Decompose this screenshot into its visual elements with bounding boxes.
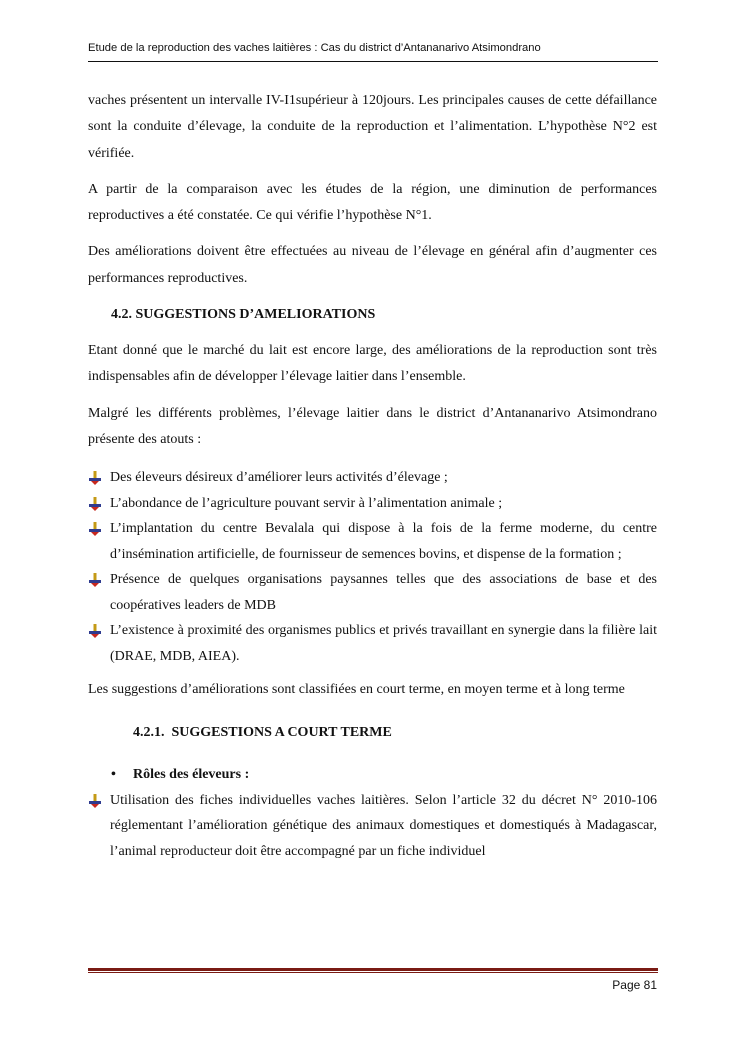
list-item bbox=[88, 516, 657, 567]
paragraph-6: Les suggestions d’améliorations sont classifiées en court terme, en moyen terme et à long terme bbox=[88, 682, 625, 698]
list-item bbox=[88, 491, 657, 517]
list-item-text: L’implantation du centre Bevalala qui dispose à la fois de la ferme moderne, du centre d’insémination artificielle, de fournisseur de semences bovins, et dispense de la formation ; bbox=[110, 521, 657, 562]
paragraph-4: Etant donné que le marché du lait est encore large, des améliorations de la reproduction sont très indispensables afin de développer l’élevage laitier dans l’ensemble. bbox=[88, 343, 657, 385]
arrow-down-bullet-icon bbox=[88, 522, 102, 536]
section-heading-4-2: 4.2. SUGGESTIONS D’AMELIORATIONS bbox=[111, 307, 376, 323]
running-header: Etude de la reproduction des vaches laitières : Cas du district d’Antananarivo Atsimondrano bbox=[88, 42, 541, 54]
arrow-down-bullet-icon bbox=[88, 573, 102, 587]
subsection-number: 4.2.1. bbox=[133, 724, 165, 740]
footer-rule-thick bbox=[88, 968, 658, 971]
page-body bbox=[88, 88, 657, 864]
page-number: Page 81 bbox=[612, 978, 657, 992]
roles-list bbox=[88, 788, 657, 865]
list-item bbox=[88, 618, 657, 669]
list-item bbox=[88, 567, 657, 618]
subsection-heading-4-2-1 bbox=[88, 720, 657, 746]
list-item bbox=[88, 788, 657, 865]
list-item-text: Présence de quelques organisations paysannes telles que des associations de base et des coopératives leaders de MDB bbox=[110, 572, 657, 613]
atouts-list bbox=[88, 465, 657, 669]
list-item-text: L’existence à proximité des organismes publics et privés travaillant en synergie dans la filière lait (DRAE, MDB, AIEA). bbox=[110, 623, 657, 664]
paragraph-5: Malgré les différents problèmes, l’élevage laitier dans le district d’Antananarivo Atsimondrano présente des atouts : bbox=[88, 405, 657, 447]
subsection-title: SUGGESTIONS A COURT TERME bbox=[171, 724, 392, 740]
paragraph-2: A partir de la comparaison avec les études de la région, une diminution de performances reproductives a été constatée. Ce qui vérifie l’hypothèse N°1. bbox=[88, 181, 657, 224]
paragraph-1: vaches présentent un intervalle IV-I1supérieur à 120jours. Les principales causes de cette défaillance sont la conduite d’élevage, la conduite de la reproduction et l’alimentation. L’hypothèse N°2 est vérifiée. bbox=[88, 93, 657, 161]
paragraph-3: Des améliorations doivent être effectuées au niveau de l’élevage en général afin d’augmenter ces performances reproductives. bbox=[88, 244, 657, 286]
arrow-down-bullet-icon bbox=[88, 794, 102, 808]
arrow-down-bullet-icon bbox=[88, 471, 102, 485]
list-item bbox=[88, 465, 657, 491]
arrow-down-bullet-icon bbox=[88, 497, 102, 511]
header-rule bbox=[88, 61, 658, 62]
roles-eleveurs-label: Rôles des éleveurs : bbox=[133, 766, 250, 782]
bullet-dot: • bbox=[111, 766, 116, 782]
roles-eleveurs-item bbox=[88, 762, 657, 788]
list-item-text: L’abondance de l’agriculture pouvant servir à l’alimentation animale ; bbox=[110, 495, 503, 511]
arrow-down-bullet-icon bbox=[88, 624, 102, 638]
footer-rule-thin bbox=[88, 972, 658, 973]
list-item-text: Des éleveurs désireux d’améliorer leurs activités d’élevage ; bbox=[110, 470, 448, 486]
list-item-text: Utilisation des fiches individuelles vaches laitières. Selon l’article 32 du décret N° 2010-106 réglementant l’amélioration génétique des animaux domestiques et domestiqués à Madagascar, l’animal reproducteur doit être accompagné par un fiche individuel bbox=[110, 792, 657, 859]
